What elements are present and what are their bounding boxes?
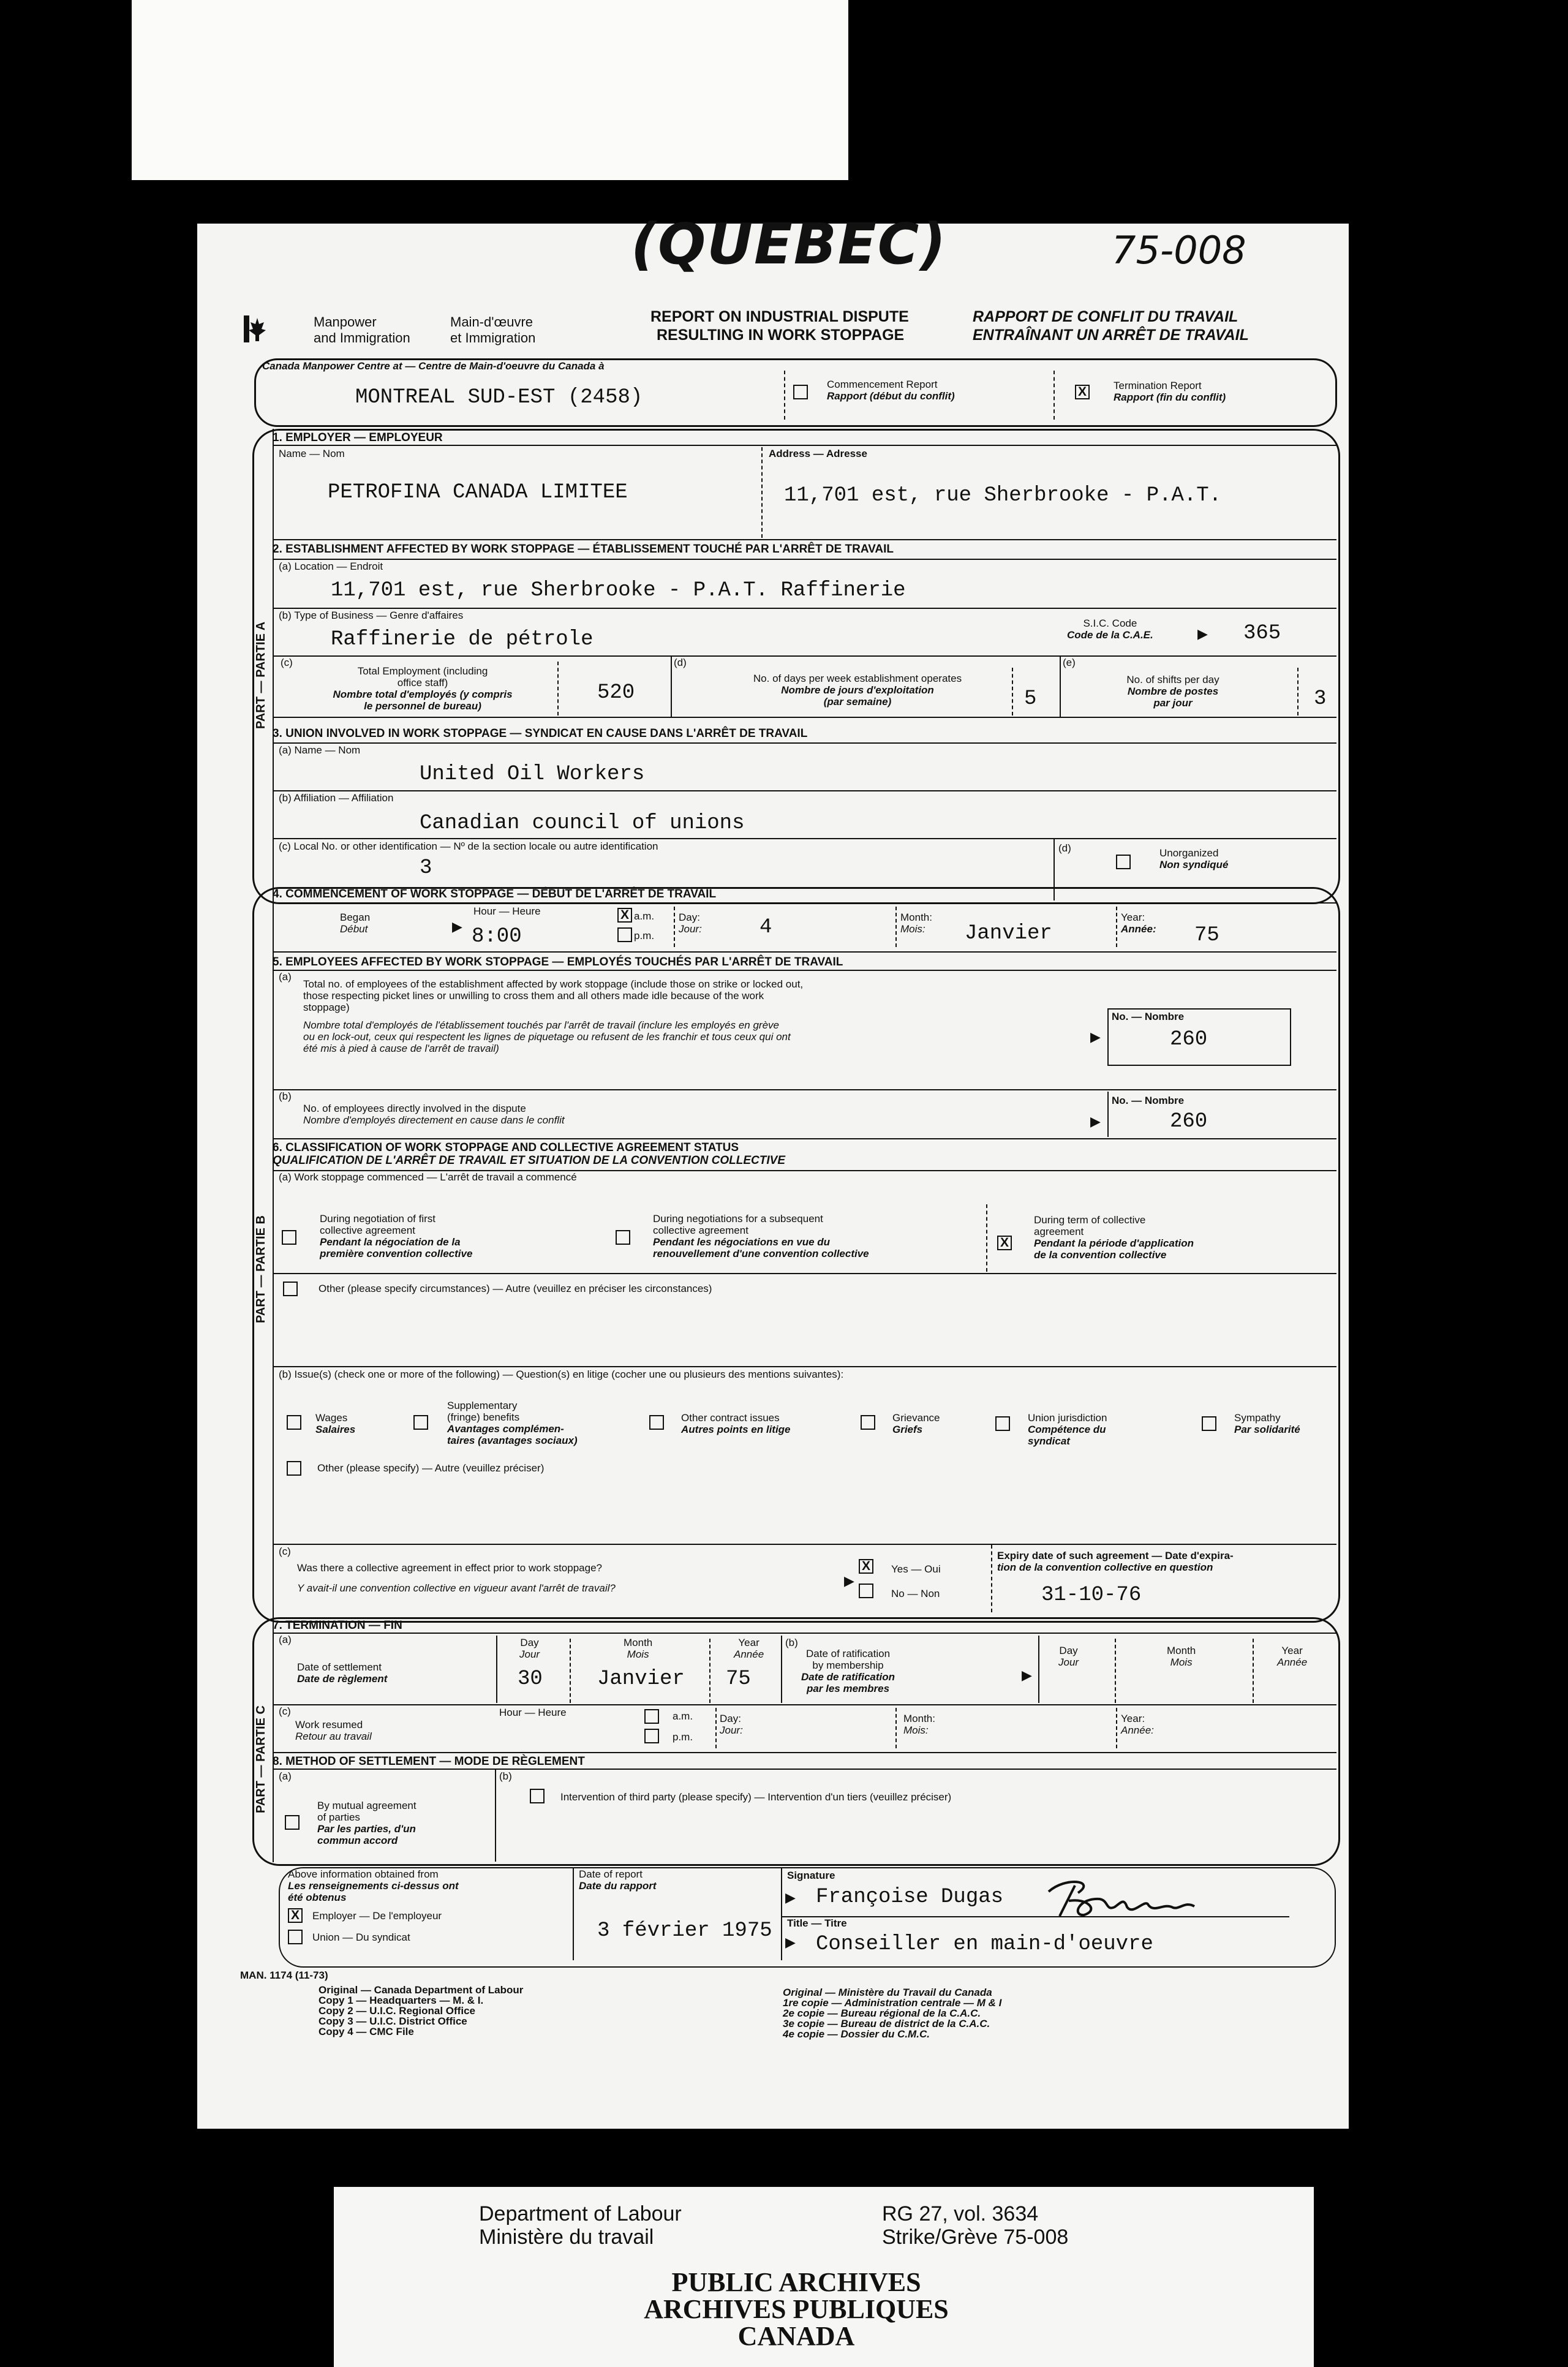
centre-label: Canada Manpower Centre at — Centre de Main-d'oeuvre du Canada à <box>262 360 605 372</box>
resumed-am-checkbox[interactable] <box>644 1709 659 1724</box>
canada-flag-logo <box>244 315 271 342</box>
other-circumstances-label: Other (please specify circumstances) — Autre (veuillez en préciser les circonstances) <box>318 1283 712 1294</box>
termination-checkbox[interactable]: X <box>1075 385 1090 399</box>
expiry-date[interactable]: 31-10-76 <box>1041 1584 1142 1607</box>
commencement-label: Commencement Report Rapport (début du conflit) <box>827 379 955 402</box>
wages-checkbox[interactable] <box>287 1415 301 1430</box>
no-checkbox[interactable] <box>859 1584 873 1598</box>
sympathy-label: Sympathy Par solidarité <box>1234 1412 1300 1435</box>
commencement-checkbox[interactable] <box>793 385 808 399</box>
s2-title: 2. ESTABLISHMENT AFFECTED BY WORK STOPPAGE — ÉTABLISSEMENT TOUCHÉ PAR L'ARRÊT DE TRAVAIL <box>273 543 894 556</box>
s3-title: 3. UNION INVOLVED IN WORK STOPPAGE — SYNDICAT EN CAUSE DANS L'ARRÊT DE TRAVAIL <box>273 727 808 740</box>
benefits-checkbox[interactable] <box>413 1415 428 1430</box>
part-a-label: PART — PARTIE A <box>254 621 268 729</box>
part-c-label: PART — PARTIE C <box>254 1705 268 1813</box>
other-contract-label: Other contract issues Autres points en litige <box>681 1412 791 1435</box>
grievance-label: Grievance Griefs <box>892 1412 940 1435</box>
other-issue-checkbox[interactable] <box>287 1461 301 1476</box>
total-arrow-icon: ▶ <box>1090 1029 1101 1044</box>
wages-label: Wages Salaires <box>315 1412 356 1435</box>
signer-title[interactable]: Conseiller en main-d'oeuvre <box>816 1933 1153 1956</box>
employer-name[interactable]: PETROFINA CANADA LIMITEE <box>328 481 628 504</box>
yes-checkbox[interactable]: X <box>859 1559 873 1574</box>
archive-ref: RG 27, vol. 3634 Strike/Grève 75-008 <box>882 2202 1069 2249</box>
s7-title: 7. TERMINATION — FIN <box>273 1619 402 1632</box>
union-name[interactable]: United Oil Workers <box>420 763 645 786</box>
ratif-month-header: Month Mois <box>1167 1645 1196 1668</box>
resumed-month-label: Month: Mois: <box>903 1713 935 1736</box>
first-agreement-checkbox[interactable] <box>282 1230 296 1245</box>
handwritten-region: (QUEBEC) <box>631 211 948 277</box>
third-party-checkbox[interactable] <box>530 1789 545 1803</box>
title-fr: RAPPORT DE CONFLIT DU TRAVAIL ENTRAÎNANT UN ARRÊT DE TRAVAIL <box>973 308 1249 344</box>
first-agreement-label: During negotiation of first collective agreement Pendant la négociation de la première convention collective <box>320 1213 473 1259</box>
s8-title: 8. METHOD OF SETTLEMENT — MODE DE RÈGLEMENT <box>273 1755 585 1768</box>
other-issue-label: Other (please specify) — Autre (veuillez préciser) <box>317 1462 545 1474</box>
mutual-agreement-label: By mutual agreement of parties Par les parties, d'un commun accord <box>317 1800 417 1846</box>
affected-total-text: Total no. of employees of the establishment affected by work stoppage (include those on strike or locked out, those respecting picket lines or unwilling to cross them and all others made idle because of the work stoppage) Nombre total d'employés de l'établissement touchés par l'arrêt de travail (inclure les employés en grève ou en lock-out, ceux qui respectent les lignes de piquetage ou refusent de les franchir et tous ceux qui ont été mis à pied à cause de l'arrêt de travail) <box>303 978 804 1054</box>
title-arrow-icon: ▶ <box>785 1935 796 1950</box>
term-agreement-label: During term of collective agreement Pendant la période d'application de la convention collective <box>1034 1214 1194 1261</box>
sic-value[interactable]: 365 <box>1243 622 1281 645</box>
s6a-label: (a) Work stoppage commenced — L'arrêt de travail a commencé <box>279 1171 577 1183</box>
handwritten-file-number: 75-008 <box>1112 228 1246 273</box>
handwritten-signature <box>1041 1873 1243 1922</box>
shifts-value[interactable]: 3 <box>1314 687 1327 711</box>
pm-checkbox[interactable] <box>617 927 632 942</box>
ratif-year-header: Year Année <box>1277 1645 1308 1668</box>
jurisdiction-label: Union jurisdiction Compétence du syndicat <box>1028 1412 1107 1447</box>
s1-title: 1. EMPLOYER — EMPLOYEUR <box>273 431 443 444</box>
settle-day-header: Day Jour <box>519 1637 540 1660</box>
resumed-hour-label: Hour — Heure <box>499 1707 567 1718</box>
union-local-label: (c) Local No. or other identification — Nº de la section locale ou autre identification <box>279 840 658 852</box>
employer-source-checkbox[interactable]: X <box>288 1908 303 1923</box>
jurisdiction-checkbox[interactable] <box>995 1416 1010 1431</box>
part-b-label: PART — PARTIE B <box>254 1215 268 1323</box>
settlement-year[interactable]: 75 <box>726 1667 751 1691</box>
signature-label: Signature <box>787 1870 835 1881</box>
org-fr: Main-d'œuvre et Immigration <box>450 314 536 345</box>
location-label: (a) Location — Endroit <box>279 561 383 572</box>
resumed-year-label: Year: Année: <box>1121 1713 1154 1736</box>
start-hour[interactable]: 8:00 <box>472 925 522 948</box>
start-year[interactable]: 75 <box>1194 924 1219 947</box>
subsequent-agreement-checkbox[interactable] <box>616 1230 630 1245</box>
title-en: REPORT ON INDUSTRIAL DISPUTE RESULTING IN WORK STOPPAGE <box>650 308 909 344</box>
report-date-label: Date of report Date du rapport <box>579 1868 657 1892</box>
benefits-label: Supplementary (fringe) benefits Avantages complémen- taires (avantages sociaux) <box>447 1400 578 1446</box>
s4-title: 4. COMMENCEMENT OF WORK STOPPAGE — DÉBUT DE L'ARRÊT DE TRAVAIL <box>273 888 717 900</box>
grievance-checkbox[interactable] <box>861 1415 875 1430</box>
ratif-day-header: Day Jour <box>1058 1645 1079 1668</box>
distribution-en: Original — Canada Department of Labour Copy 1 — Headquarters — M. & I. Copy 2 — U.I.C. Regional Office Copy 3 — U.I.C. District Office Copy 4 — CMC File <box>318 1984 524 2037</box>
employer-name-label: Name — Nom <box>279 448 345 459</box>
days-label: No. of days per week establishment operates Nombre de jours d'exploitation (par semaine) <box>753 673 962 708</box>
start-day[interactable]: 4 <box>760 916 772 939</box>
ratification-label: Date of ratification by membership Date de ratification par les membres <box>801 1648 895 1694</box>
prior-agreement-arrow-icon: ▶ <box>844 1573 854 1588</box>
sic-arrow-icon: ▶ <box>1197 626 1208 641</box>
start-month-label: Month: Mois: <box>900 912 932 935</box>
report-date[interactable]: 3 février 1975 <box>597 1919 772 1942</box>
distribution-fr: Original — Ministère du Travail du Canada 1re copie — Administration centrale — M & I 2e copie — Bureau régional de la C.A.C. 3e copie — Bureau de district de la C.A.C. 4e copie — Dossier du C.M.C. <box>783 1987 1002 2040</box>
unorganized-checkbox[interactable] <box>1116 855 1131 869</box>
start-year-label: Year: Année: <box>1121 912 1156 935</box>
employment-value[interactable]: 520 <box>597 681 635 704</box>
union-name-label: (a) Name — Nom <box>279 744 361 756</box>
org-en: Manpower and Immigration <box>314 314 410 345</box>
union-source-checkbox[interactable] <box>288 1930 303 1944</box>
centre-value[interactable]: MONTREAL SUD-EST (2458) <box>355 386 643 409</box>
prior-agreement-question: Was there a collective agreement in effect prior to work stoppage? Y avait-il une convention collective en vigueur avant l'arrêt de travail? <box>297 1562 616 1594</box>
settlement-month[interactable]: Janvier <box>597 1667 685 1691</box>
s6-title: 6. CLASSIFICATION OF WORK STOPPAGE AND COLLECTIVE AGREEMENT STATUS QUALIFICATION DE L'ARRÊT DE TRAVAIL ET SITUATION DE LA CONVENTION COLLECTIVE <box>273 1141 785 1167</box>
business-value[interactable]: Raffinerie de pétrole <box>331 628 594 651</box>
sic-label: S.I.C. Code Code de la C.A.E. <box>1067 617 1153 641</box>
s6b-label: (b) Issue(s) (check one or more of the following) — Question(s) en litige (cocher une ou plusieurs des mentions suivantes): <box>279 1368 844 1380</box>
mutual-agreement-checkbox[interactable] <box>285 1815 300 1830</box>
expiry-label: Expiry date of such agreement — Date d'expira- tion de la convention collective en question <box>997 1550 1234 1573</box>
ratification-arrow-icon: ▶ <box>1022 1667 1032 1683</box>
settle-year-header: Year Année <box>734 1637 764 1660</box>
term-agreement-checkbox[interactable]: X <box>997 1236 1012 1250</box>
business-label: (b) Type of Business — Genre d'affaires <box>279 610 464 621</box>
third-party-label: Intervention of third party (please specify) — Intervention d'un tiers (veuillez préciser) <box>560 1791 952 1803</box>
union-affil-label: (b) Affiliation — Affiliation <box>279 792 394 804</box>
signer-name[interactable]: Françoise Dugas <box>816 1886 1004 1909</box>
signature-arrow-icon: ▶ <box>785 1890 796 1905</box>
settlement-day[interactable]: 30 <box>518 1667 543 1691</box>
start-day-label: Day: Jour: <box>679 912 702 935</box>
archive-dept: Department of Labour Ministère du travail <box>479 2202 682 2249</box>
shifts-label: No. of shifts per day Nombre de postes par jour <box>1126 674 1219 709</box>
union-source-label: Union — Du syndicat <box>312 1931 410 1943</box>
affected-direct-text: No. of employees directly involved in the dispute Nombre d'employés directement en cause dans le conflit <box>303 1103 565 1126</box>
employment-label: Total Employment (including office staff) Nombre total d'employés (y compris le personnel de bureau) <box>333 665 513 712</box>
archive-card-inner <box>132 0 848 180</box>
subsequent-agreement-label: During negotiations for a subsequent collective agreement Pendant les négociations en vue du renouvellement d'une convention collective <box>653 1213 869 1259</box>
sympathy-checkbox[interactable] <box>1202 1416 1216 1431</box>
unorganized-label: Unorganized Non syndiqué <box>1159 847 1229 870</box>
s5-title: 5. EMPLOYEES AFFECTED BY WORK STOPPAGE — EMPLOYÉS TOUCHÉS PAR L'ARRÊT DE TRAVAIL <box>273 956 843 968</box>
form-number: MAN. 1174 (11-73) <box>240 1969 328 1981</box>
other-circumstances-checkbox[interactable] <box>283 1282 298 1296</box>
start-month[interactable]: Janvier <box>965 922 1052 945</box>
union-local[interactable]: 3 <box>420 856 432 880</box>
days-value[interactable]: 5 <box>1024 687 1037 711</box>
am-checkbox[interactable]: X <box>617 908 632 923</box>
began-label: Began Début <box>340 912 371 935</box>
obtained-label: Above information obtained from Les renseignements ci-dessus ont été obtenus <box>288 1868 459 1903</box>
other-contract-checkbox[interactable] <box>649 1415 664 1430</box>
union-affil[interactable]: Canadian council of unions <box>420 812 745 835</box>
resumed-day-label: Day: Jour: <box>720 1713 743 1736</box>
archive-stamp: PUBLIC ARCHIVES ARCHIVES PUBLIQUES CANADA <box>644 2267 949 2351</box>
title-label: Title — Titre <box>787 1917 847 1929</box>
resumed-label: Work resumed Retour au travail <box>295 1719 372 1742</box>
direct-arrow-icon: ▶ <box>1090 1114 1101 1129</box>
affected-direct[interactable]: 260 <box>1170 1110 1208 1133</box>
employer-address-label: Address — Adresse <box>769 448 867 459</box>
location-value[interactable]: 11,701 est, rue Sherbrooke - P.A.T. Raffinerie <box>331 579 906 602</box>
settle-month-header: Month Mois <box>624 1637 653 1660</box>
resumed-pm-checkbox[interactable] <box>644 1729 659 1743</box>
settlement-label: Date of settlement Date de règlement <box>297 1661 388 1685</box>
began-arrow-icon: ▶ <box>452 919 462 934</box>
termination-label: Termination Report Rapport (fin du conflit) <box>1114 380 1226 403</box>
hour-label: Hour — Heure <box>473 905 541 917</box>
affected-total[interactable]: 260 <box>1170 1028 1208 1051</box>
employer-address[interactable]: 11,701 est, rue Sherbrooke - P.A.T. <box>784 484 1222 507</box>
employer-source-label: Employer — De l'employeur <box>312 1910 442 1922</box>
